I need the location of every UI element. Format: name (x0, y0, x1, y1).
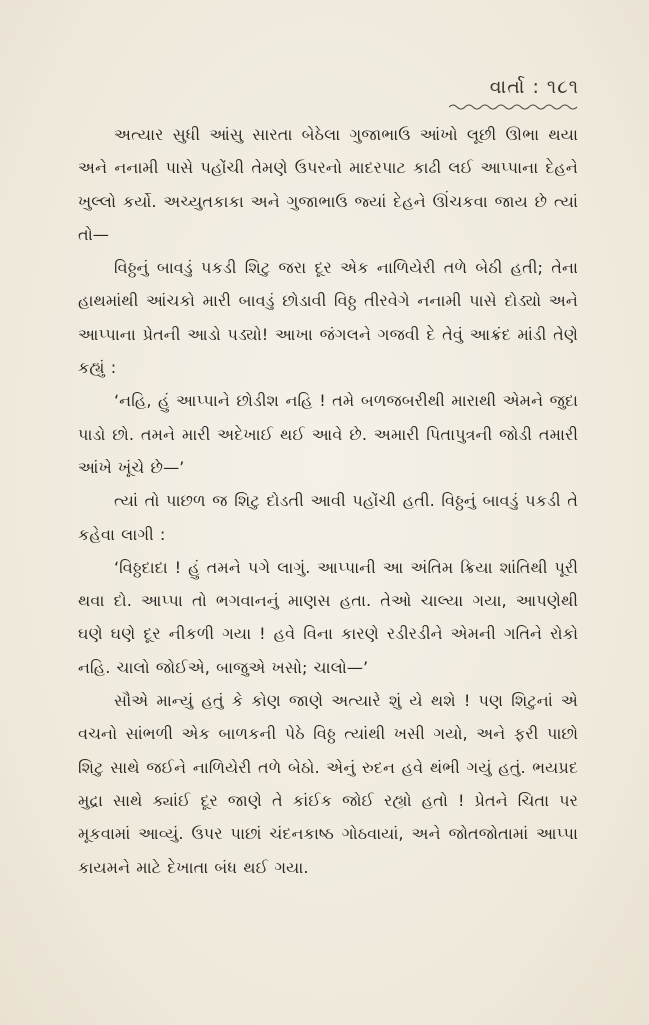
paragraph: ત્યાં તો પાછળ જ શિટુ દોડતી આવી પહોંચી હતી. વિઠ્ઠનું બાવડું પકડી તે કહેવા લાગી : (78, 491, 578, 544)
wavy-rule-ornament (449, 102, 579, 110)
paragraph: અત્યાર સુધી આંસુ સારતા બેઠેલા ગુજાભાઉ આંખો લૂછી ઊભા થયા અને નનામી પાસે પહોંચી તેમણે ઉપરનો માદરપાટ કાઢી લઈ આપ્પાના દેહને ખુલ્લો કર્યો. અચ્યુતકાકા અને ગુજાભાઉ જ્યાં દેહને ઊંચકવા જાય છે ત્યાં તો— (78, 125, 578, 244)
paragraph: વિઠ્ઠનું બાવડું પકડી શિટુ જરા દૂર એક નાળિયેરી તળે બેઠી હતી; તેના હાથમાંથી આંચકો મારી બાવડું છોડાવી વિઠ્ઠ તીરવેગે નનામી પાસે દોડ્યો અને આપ્પાના પ્રેતની આડો પડ્યો! આખા જંગલને ગજવી દે તેવું આક્રંદ માંડી તેણે કહ્યું : (78, 258, 578, 378)
running-head: વાર્તા : ૧૮૧ (489, 76, 579, 98)
paragraph: ‘નહિ, હું આપ્પાને છોડીશ નહિ ! તમે બળજબરીથી મારાથી એમને જુદા પાડો છો. તમને મારી અદેખાઈ થઈ આવે છે. અમારી પિતાપુત્રની જોડી તમારી આંખે ખૂંચે છે—’ (78, 391, 578, 477)
body-text (78, 118, 578, 884)
paragraph: ‘વિઠ્ઠદાદા ! હું તમને પગે લાગું. આપ્પાની આ અંતિમ ક્રિયા શાંતિથી પૂરી થવા દો. આપ્પા તો ભગવાનનું માણસ હતા. તેઓ ચાલ્યા ગયા, આપણેથી ઘણે ઘણે દૂર નીકળી ગયા ! હવે વિના કારણે રડીરડીને એમની ગતિને રોકો નહિ. ચાલો જોઈએ, બાજુએ ખસો; ચાલો—’ (78, 557, 578, 677)
page-header (449, 76, 579, 110)
paragraph: સૌએ માન્યું હતું કે કોણ જાણે અત્યારે શું યે થશે ! પણ શિટુનાં એ વચનો સાંભળી એક બાળકની પેઠે વિઠ્ઠ ત્યાંથી ખસી ગયો, અને ફરી પાછો શિટુ સાથે જઈને નાળિયેરી તળે બેઠો. એનું રુદન હવે થંભી ગયું હતું. ભયપ્રદ મુદ્રા સાથે ક્યાંઈ દૂર જાણે તે કાંઈક જોઈ રહ્યો હતો ! પ્રેતને ચિતા પર મૂકવામાં આવ્યું. ઉપર પાછાં ચંદનકાષ્ઠ ગોઠવાયાં, અને જોતજોતામાં આપ્પા કાયમને માટે દેખાતા બંધ થઈ ગયા. (78, 691, 578, 877)
